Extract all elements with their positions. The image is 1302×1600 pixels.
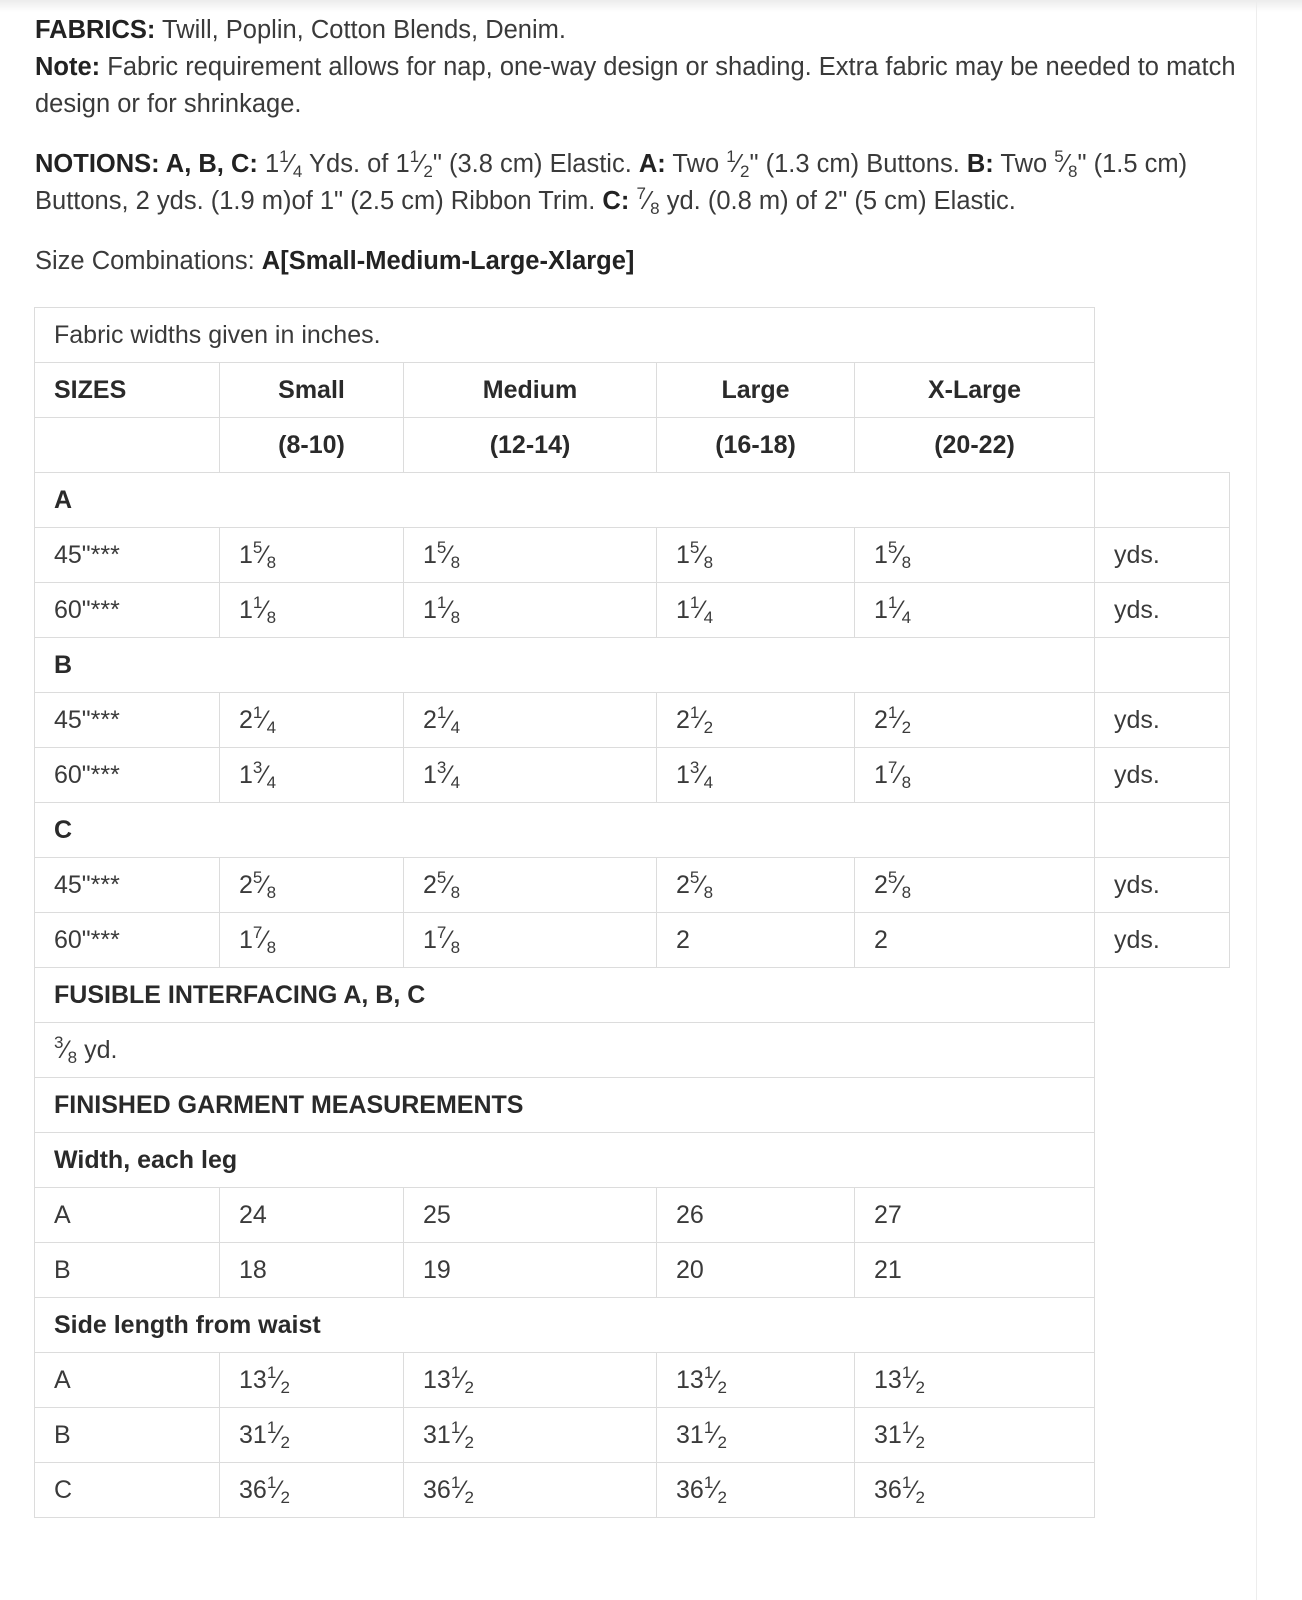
notions-elastic-size: $1^1⁄_2$	[395, 147, 433, 181]
view-a-buttons: " (1.3 cm) Buttons.	[749, 150, 967, 178]
interfacing-value-row	[35, 1023, 1230, 1078]
cell-value: 24	[220, 1188, 404, 1243]
finished-heading: FINISHED GARMENT MEASUREMENTS	[35, 1078, 1095, 1133]
cell-value: $2^1⁄_2$	[657, 693, 855, 748]
notions-label: NOTIONS: A, B, C:	[35, 150, 258, 178]
cell-value: $1^1⁄_4$	[855, 583, 1095, 638]
side-length-row	[35, 1463, 1230, 1518]
cell-value: $1^3⁄_4$	[404, 748, 657, 803]
note-text: Fabric requirement allows for nap, one-way design or shading. Extra fabric may be needed to match design or for shrinkage.	[35, 53, 1236, 118]
finished-heading-row	[35, 1078, 1230, 1133]
view-heading-row	[35, 473, 1230, 528]
row-label: B	[35, 1243, 220, 1298]
cell-value: $13^1⁄_2$	[220, 1353, 404, 1408]
cell-value: $1^7⁄_8$	[855, 748, 1095, 803]
row-label: B	[35, 1408, 220, 1463]
cell-value: $31^1⁄_2$	[220, 1408, 404, 1463]
page-edge	[1256, 0, 1257, 1600]
size-header: Small	[220, 363, 404, 418]
view-a-label: A:	[638, 150, 666, 178]
table-body	[35, 308, 1230, 1518]
view-c-label: C:	[602, 187, 630, 215]
interfacing-heading: FUSIBLE INTERFACING A, B, C	[35, 968, 1095, 1023]
view-a-text: Two	[665, 150, 727, 178]
side-length-row	[35, 1408, 1230, 1463]
cell-value: 26	[657, 1188, 855, 1243]
ranges-row	[35, 418, 1230, 473]
fabrics-label: FABRICS:	[35, 16, 156, 44]
row-label: A	[35, 1353, 220, 1408]
view-b-buttons: " (1.5 cm) Buttons, 2 yds. (1.9 m)of 1" (2.5 cm) Ribbon Trim.	[35, 150, 1188, 215]
size-range: (8-10)	[220, 418, 404, 473]
yardage-row	[35, 528, 1230, 583]
cell-value: $2^5⁄_8$	[220, 858, 404, 913]
width-heading-row	[35, 1133, 1230, 1188]
pattern-description	[35, 12, 1255, 280]
note-label: Note:	[35, 53, 101, 81]
cell-value: 20	[657, 1243, 855, 1298]
cell-value: 25	[404, 1188, 657, 1243]
unit-label: yds.	[1095, 693, 1230, 748]
cell-value: 18	[220, 1243, 404, 1298]
cell-value: 19	[404, 1243, 657, 1298]
cell-value: $1^5⁄_8$	[855, 528, 1095, 583]
fabrics-text: Twill, Poplin, Cotton Blends, Denim.	[155, 16, 566, 44]
interfacing-heading-row	[35, 968, 1230, 1023]
yardage-row	[35, 913, 1230, 968]
table-caption: Fabric widths given in inches.	[35, 308, 1095, 363]
side-length-heading: Side length from waist	[35, 1298, 1095, 1353]
side-length-row	[35, 1353, 1230, 1408]
width-row	[35, 1243, 1230, 1298]
cell-value: $13^1⁄_2$	[404, 1353, 657, 1408]
view-b-label: B:	[966, 150, 994, 178]
row-label: 45"***	[35, 693, 220, 748]
yardage-row	[35, 748, 1230, 803]
cell-value: $1^3⁄_4$	[220, 748, 404, 803]
cell-value: $2^1⁄_4$	[220, 693, 404, 748]
notions-line	[35, 146, 1255, 220]
size-combinations-line	[35, 243, 1255, 280]
unit-label: yds.	[1095, 583, 1230, 638]
side-length-heading-row	[35, 1298, 1230, 1353]
sizes-row	[35, 363, 1230, 418]
fabrics-line	[35, 12, 1255, 123]
size-header: Medium	[404, 363, 657, 418]
yardage-row	[35, 583, 1230, 638]
cell-value: 2	[657, 913, 855, 968]
size-range: (20-22)	[855, 418, 1095, 473]
cell-value: 27	[855, 1188, 1095, 1243]
cell-value: $36^1⁄_2$	[855, 1463, 1095, 1518]
sizes-label: SIZES	[35, 363, 220, 418]
view-c-elastic-size: $^7⁄_8$	[636, 184, 660, 218]
interfacing-value: $^3⁄_8$ yd.	[35, 1023, 1095, 1078]
view-a-button-size: $^1⁄_2$	[726, 147, 750, 181]
cell-value: $36^1⁄_2$	[220, 1463, 404, 1518]
view-heading-row	[35, 803, 1230, 858]
notions-elastic-text: " (3.8 cm) Elastic.	[432, 150, 639, 178]
cell-value: $2^1⁄_2$	[855, 693, 1095, 748]
ranges-blank	[35, 418, 220, 473]
cell-value: $36^1⁄_2$	[404, 1463, 657, 1518]
view-heading: B	[35, 638, 1095, 693]
view-b-button-size: $^5⁄_8$	[1054, 147, 1078, 181]
yardage-row	[35, 858, 1230, 913]
view-heading-row	[35, 638, 1230, 693]
cell-value: $31^1⁄_2$	[404, 1408, 657, 1463]
cell-value: $31^1⁄_2$	[657, 1408, 855, 1463]
cell-value: $31^1⁄_2$	[855, 1408, 1095, 1463]
unit-label: yds.	[1095, 913, 1230, 968]
view-b-text: Two	[993, 150, 1055, 178]
cell-value: $2^1⁄_4$	[404, 693, 657, 748]
caption-row	[35, 308, 1230, 363]
size-combinations-label: Size Combinations:	[35, 247, 262, 275]
cell-value: $13^1⁄_2$	[855, 1353, 1095, 1408]
row-label: 60"***	[35, 748, 220, 803]
row-label: 60"***	[35, 913, 220, 968]
top-shadow	[0, 0, 1302, 12]
cell-value: $1^5⁄_8$	[404, 528, 657, 583]
unit-label: yds.	[1095, 528, 1230, 583]
notions-amount: $1^1⁄_4$	[264, 147, 303, 181]
cell-value: $1^3⁄_4$	[657, 748, 855, 803]
unit-label: yds.	[1095, 748, 1230, 803]
cell-value: $13^1⁄_2$	[657, 1353, 855, 1408]
width-row	[35, 1188, 1230, 1243]
row-label: 45"***	[35, 858, 220, 913]
row-label: C	[35, 1463, 220, 1518]
unit-label: yds.	[1095, 858, 1230, 913]
fabric-requirements-table	[34, 307, 1230, 1518]
size-range: (12-14)	[404, 418, 657, 473]
size-header: X-Large	[855, 363, 1095, 418]
cell-value: $1^1⁄_8$	[404, 583, 657, 638]
cell-value: $1^7⁄_8$	[404, 913, 657, 968]
row-label: A	[35, 1188, 220, 1243]
yardage-row	[35, 693, 1230, 748]
cell-value: $2^5⁄_8$	[657, 858, 855, 913]
cell-value: $36^1⁄_2$	[657, 1463, 855, 1518]
cell-value: $2^5⁄_8$	[404, 858, 657, 913]
cell-value: $1^1⁄_4$	[657, 583, 855, 638]
cell-value: $1^5⁄_8$	[220, 528, 404, 583]
size-header: Large	[657, 363, 855, 418]
size-range: (16-18)	[657, 418, 855, 473]
cell-value: 2	[855, 913, 1095, 968]
cell-value: $1^7⁄_8$	[220, 913, 404, 968]
view-heading: A	[35, 473, 1095, 528]
cell-value: $1^1⁄_8$	[220, 583, 404, 638]
notions-text: Yds. of	[302, 150, 396, 178]
view-c-elastic: yd. (0.8 m) of 2" (5 cm) Elastic.	[659, 187, 1016, 215]
cell-value: $1^5⁄_8$	[657, 528, 855, 583]
row-label: 45"***	[35, 528, 220, 583]
width-heading: Width, each leg	[35, 1133, 1095, 1188]
cell-value: $2^5⁄_8$	[855, 858, 1095, 913]
row-label: 60"***	[35, 583, 220, 638]
view-heading: C	[35, 803, 1095, 858]
size-combinations-value: A[Small-Medium-Large-Xlarge]	[261, 247, 635, 275]
cell-value: 21	[855, 1243, 1095, 1298]
